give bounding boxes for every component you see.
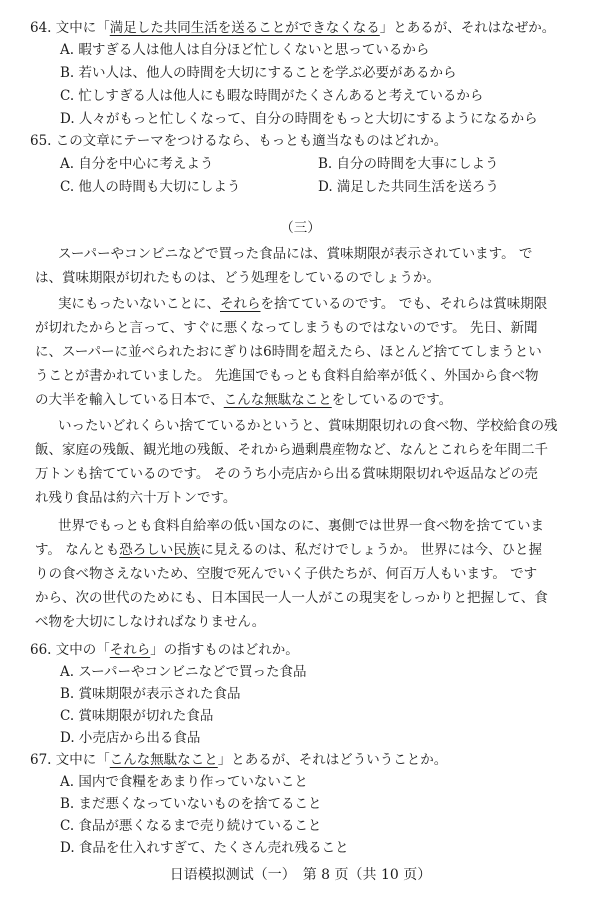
underlined-konna-muda: こんな無駄なこと bbox=[223, 392, 332, 408]
passage-text: の大半を輸入している日本で、 bbox=[35, 392, 224, 408]
q66-option-b: B. 賞味期限が表示された食品 bbox=[60, 686, 241, 702]
question-64 bbox=[30, 18, 555, 38]
passage-text: をしているのです。 bbox=[331, 392, 453, 408]
passage-line: れ残り食品は約六十万トンです。 bbox=[35, 490, 237, 506]
q66-option-d: D. 小売店から出る食品 bbox=[60, 730, 201, 746]
q64-option-a: A. 暇すぎる人は他人は自分ほど忙しくないと思っているから bbox=[60, 42, 430, 58]
question-66 bbox=[30, 640, 299, 660]
passage-line: いったいどれくらい捨てているかというと、賞味期限切れの食べ物、学校給食の残 bbox=[58, 418, 558, 434]
question-64-prefix: 64. 文中に「 bbox=[30, 20, 110, 36]
page-footer: 日语模拟测试（一） 第 8 页（共 10 页） bbox=[169, 867, 432, 883]
question-66-suffix: 」の指すものはどれか。 bbox=[150, 642, 299, 658]
question-65: 65. この文章にテーマをつけるなら、もっとも適当なものはどれか。 bbox=[30, 133, 448, 149]
q65-option-d: D. 満足した共同生活を送ろう bbox=[318, 179, 499, 195]
passage-line bbox=[58, 294, 547, 314]
question-67-quote: こんな無駄なこと bbox=[109, 752, 218, 768]
passage-line: りの食べ物さえないため、空腹で死んでいく子供たちが、何百万人もいます。 です bbox=[35, 566, 538, 582]
passage-line: が切れたからと言って、すぐに悪くなってしまうものではないのです。 先日、新聞 bbox=[35, 320, 538, 336]
passage-line: は、賞味期限が切れたものは、どう処理をしているのでしょうか。 bbox=[35, 270, 440, 286]
question-64-quote: 満足した共同生活を送ることができなくなる bbox=[109, 20, 380, 36]
q65-option-a: A. 自分を中心に考えよう bbox=[60, 156, 214, 172]
q65-option-b: B. 自分の時間を大事にしよう bbox=[318, 156, 499, 172]
passage-line: 世界でもっとも食料自給率の低い国なのに、裏側では世界一食べ物を捨てていま bbox=[58, 518, 544, 534]
q64-option-c: C. 忙しすぎる人は他人にも暇な時間がたくさんあると考えているから bbox=[60, 88, 484, 104]
q67-option-b: B. まだ悪くなっていないものを捨てること bbox=[60, 796, 322, 812]
question-67-prefix: 67. 文中に「 bbox=[30, 752, 110, 768]
passage-line bbox=[35, 390, 452, 410]
question-67 bbox=[30, 750, 447, 770]
passage-text: す。 なんとも bbox=[35, 542, 120, 558]
passage-text: に見えるのは、私だけでしょうか。 世界には今、ひと握 bbox=[200, 542, 543, 558]
q65-option-c: C. 他人の時間も大切にしよう bbox=[60, 179, 241, 195]
q66-option-a: A. スーパーやコンビニなどで買った食品 bbox=[60, 664, 307, 680]
q67-option-c: C. 食品が悪くなるまで売り続けていること bbox=[60, 818, 322, 834]
question-67-suffix: 」とあるが、それはどういうことか。 bbox=[217, 752, 448, 768]
q66-option-c: C. 賞味期限が切れた食品 bbox=[60, 708, 214, 724]
q64-option-d: D. 人々がもっと忙しくなって、自分の時間をもっと大切にするようになるから bbox=[60, 111, 538, 127]
passage-line: うことが書かれていました。 先進国でもっとも食料自給率が低く、外国から食べ物 bbox=[35, 368, 539, 384]
passage-text: 実にもったいないことに、 bbox=[58, 296, 220, 312]
passage-line: べ物を大切にしなければなりません。 bbox=[35, 614, 266, 630]
passage-line: スーパーやコンビニなどで買った食品には、賞味期限が表示されています。 で bbox=[58, 246, 533, 262]
q67-option-a: A. 国内で食糧をあまり作っていないこと bbox=[60, 774, 308, 790]
underlined-sorera: それら bbox=[220, 296, 261, 312]
question-64-suffix: 」とあるが、それはなぜか。 bbox=[379, 20, 556, 36]
underlined-osoroshii-minzoku: 恐ろしい民族 bbox=[119, 542, 201, 558]
passage-line: に、スーパーに並べられたおにぎりは6時間を超えたら、ほとんど捨ててしまうとい bbox=[35, 344, 542, 360]
q67-option-d: D. 食品を仕入れすぎて、たくさん売れ残ること bbox=[60, 840, 349, 856]
question-66-prefix: 66. 文中の「 bbox=[30, 642, 110, 658]
section-title: （三） bbox=[280, 220, 321, 236]
passage-text: を捨てているのです。 でも、それらは賞味期限 bbox=[260, 296, 548, 312]
passage-line: 飯、家庭の残飯、観光地の残飯、それから過剰農産物など、なんとこれらを年間二千 bbox=[35, 442, 548, 458]
passage-line: から、次の世代のためにも、日本国民一人一人がこの現実をしっかりと把握して、食 bbox=[35, 590, 548, 606]
q64-option-b: B. 若い人は、他人の時間を大切にすることを学ぶ必要があるから bbox=[60, 65, 457, 81]
passage-line bbox=[35, 540, 542, 560]
question-66-quote: それら bbox=[109, 642, 151, 658]
passage-line: 万トンも捨てているのです。 そのうち小売店から出る賞味期限切れや返品などの売 bbox=[35, 466, 538, 482]
